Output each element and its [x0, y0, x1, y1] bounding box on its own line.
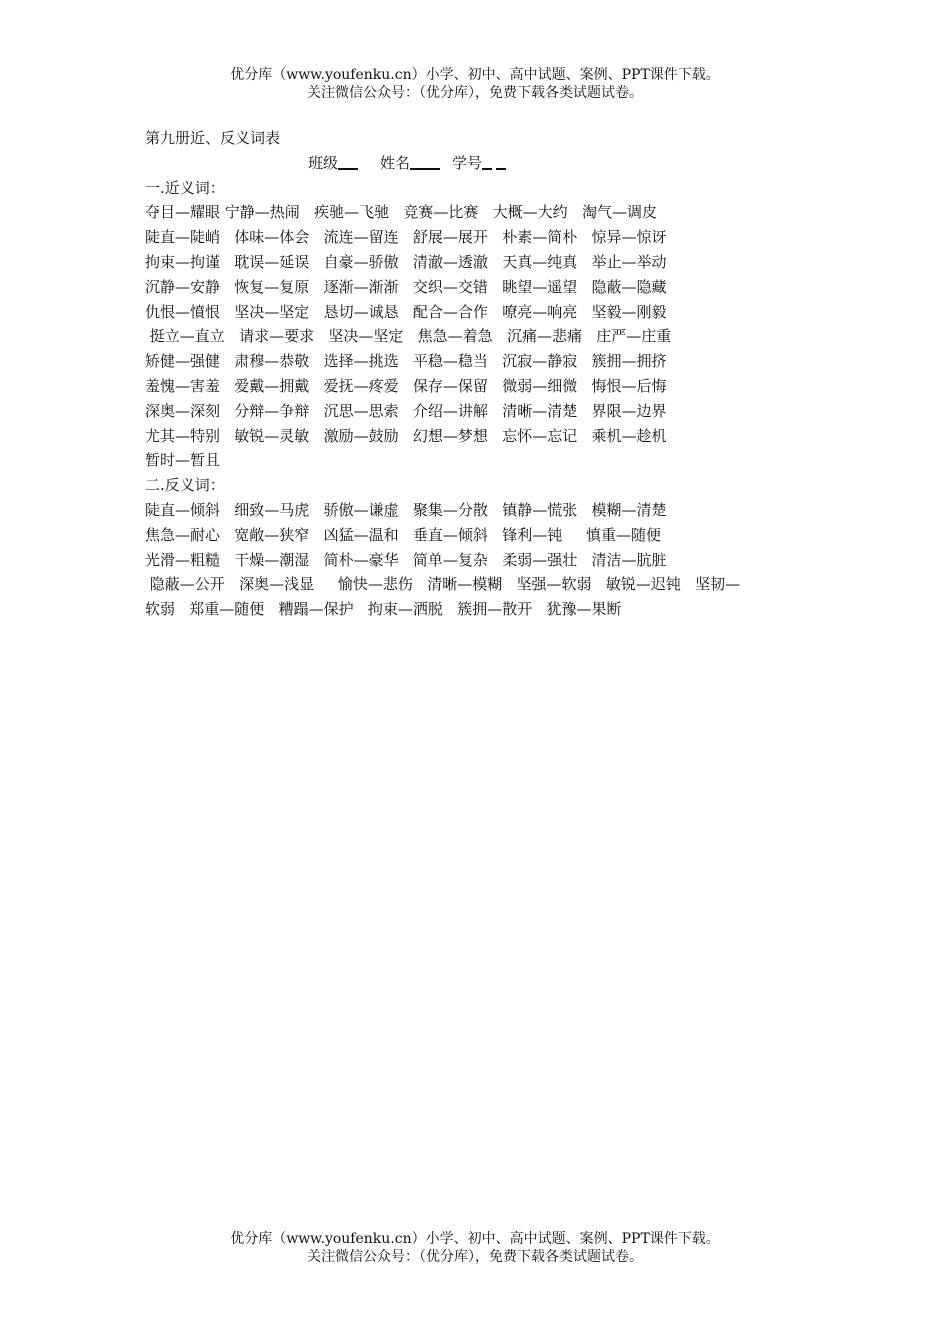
- antonym-row: 隐蔽—公开 深奥—浅显 愉快—悲伤 清晰—模糊 坚强—软弱 敏锐—迟钝 坚韧—: [145, 575, 741, 594]
- synonym-row: 矫健—强健 肃穆—恭敬 选择—挑选 平稳—稳当 沉寂—静寂 簇拥—拥挤: [145, 352, 667, 371]
- document-title: 第九册近、反义词表: [145, 129, 281, 147]
- antonym-row: 光滑—粗糙 干燥—潮湿 简朴—豪华 简单—复杂 柔弱—强壮 清洁—肮脏: [145, 550, 667, 569]
- name-blank[interactable]: [410, 153, 440, 170]
- synonyms-heading: 一.近义词：: [145, 178, 225, 197]
- class-label: 班级: [308, 153, 339, 172]
- synonym-row: 暂时—暂且: [145, 451, 221, 470]
- page-header: [0, 66, 950, 102]
- synonyms-list: [145, 200, 825, 473]
- synonym-row: 尤其—特别 敏锐—灵敏 激励—鼓励 幻想—梦想 忘怀—忘记 乘机—趁机: [145, 426, 667, 445]
- class-blank[interactable]: [338, 153, 358, 170]
- header-line-1: 优分库（www.youfenku.cn）小学、初中、高中试题、案例、PPT课件下载。: [230, 67, 720, 83]
- synonym-row: 挺立—直立 请求—要求 坚决—坚定 焦急—着急 沉痛—悲痛 庄严—庄重: [145, 327, 672, 346]
- antonym-row: 陡直—倾斜 细致—马虎 骄傲—谦虚 聚集—分散 镇静—慌张 模糊—清楚: [145, 500, 667, 519]
- number-blank[interactable]: [482, 153, 492, 170]
- antonyms-list: [145, 498, 825, 622]
- synonym-row: 深奥—深刻 分辩—争辩 沉思—思索 介绍—讲解 清晰—清楚 界限—边界: [145, 401, 667, 420]
- antonym-row: 焦急—耐心 宽敞—狭窄 凶猛—温和 垂直—倾斜 锋利—钝 慎重—随便: [145, 525, 662, 544]
- document-body: [145, 126, 825, 622]
- header-line-2: 关注微信公众号：（优分库），免费下载各类试题试卷。: [307, 85, 643, 101]
- name-label: 姓名: [380, 153, 411, 172]
- student-info-line: [145, 151, 825, 176]
- footer-line-2: 关注微信公众号：（优分库），免费下载各类试题试卷。: [307, 1249, 643, 1265]
- footer-line-1: 优分库（www.youfenku.cn）小学、初中、高中试题、案例、PPT课件下载。: [230, 1231, 720, 1247]
- synonym-row: 夺目—耀眼 宁静—热闹 疾驰—飞驰 竞赛—比赛 大概—大约 淘气—调皮: [145, 203, 657, 222]
- synonym-row: 仇恨—憤恨 坚决—坚定 恳切—诚恳 配合—合作 嘹亮—响亮 坚毅—刚毅: [145, 302, 667, 321]
- antonyms-heading: 二.反义词：: [145, 476, 225, 495]
- synonym-row: 拘束—拘谨 耽误—延误 自豪—骄傲 清澈—透澈 天真—纯真 举止—举动: [145, 252, 667, 271]
- page-footer: [0, 1230, 950, 1266]
- synonym-row: 陡直—陡峭 体味—体会 流连—留连 舒展—展开 朴素—简朴 惊异—惊讶: [145, 228, 667, 247]
- synonym-row: 羞愧—害羞 爱戴—拥戴 爱抚—疼爱 保存—保留 微弱—细微 悔恨—后悔: [145, 376, 667, 395]
- antonym-row: 软弱 郑重—随便 糟蹋—保护 拘束—洒脱 簇拥—散开 犹豫—果断: [145, 600, 622, 619]
- synonym-row: 沉静—安静 恢复—复原 逐渐—渐渐 交织—交错 眺望—遥望 隐蔽—隐藏: [145, 277, 667, 296]
- number-blank-2[interactable]: [496, 153, 506, 170]
- number-label: 学号: [452, 153, 483, 172]
